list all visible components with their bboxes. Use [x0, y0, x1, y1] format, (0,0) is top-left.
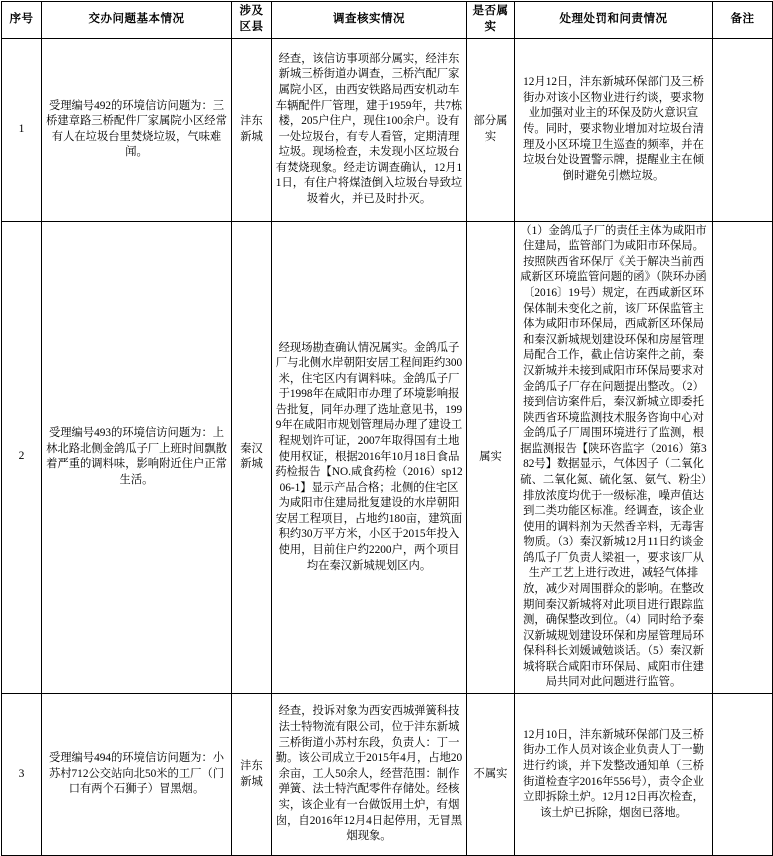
header-cell-issue-description: 交办问题基本情况 [42, 2, 232, 39]
table-header [2, 2, 773, 39]
cell-investigation: 经现场勘查确认情况属实。金鸽瓜子厂与北侧水岸朝阳安居工程间距约300米，住宅区内有调料味。金鸽瓜子厂于1998年在咸阳市办理了环境影响报告批复，同年办理了选址意见书，1999年在咸阳市规划管理局办理了建设工程规划许可证，2007年取得国有土地使用权证，根据2016年10月18日食品药检报告【NO.咸食药检（2016）sp1206-1】显示产品合格；北侧的住宅区为咸阳市住建局批复建设的水岸朝阳安居工程项目，占地约180亩，建筑面积约30万平方米，小区于2015年投入使用，目前住户约2200户，两个项目均在秦汉新城规划区内。 [272, 221, 467, 693]
cell-investigation: 经查，投诉对象为西安西城弹簧科技法士特物流有限公司，位于沣东新城三桥街道小苏村东段，负责人：丁一勤。该公司成立于2015年4月，占地20余亩，工人50余人，经营范围：制作弹簧、法士特汽配零件存储处。经核实，该企业有一台做饭用土炉，有烟囱，自2016年12月4日起停用，无冒黑烟现象。 [272, 694, 467, 856]
header-cell-remark: 备注 [713, 2, 773, 39]
document-sheet [0, 1, 773, 843]
cell-remark [713, 38, 773, 221]
cell-remark [713, 221, 773, 693]
header-cell-penalty-accountability: 处理处罚和问责情况 [515, 2, 713, 39]
table-header-row [2, 2, 773, 39]
table-row [2, 221, 773, 693]
table-row [2, 694, 773, 856]
cell-is-verified: 属实 [467, 221, 515, 693]
table-row [2, 38, 773, 221]
cell-issue-description: 受理编号492的环境信访问题为：三桥建章路三桥配件厂家属院小区经常有人在垃圾台里焚烧垃圾，气味难闻。 [42, 38, 232, 221]
table-body [2, 38, 773, 855]
cell-serial-number: 3 [2, 694, 42, 856]
cell-district: 沣东新城 [232, 694, 272, 856]
cell-penalty-accountability: 12月12日，沣东新城环保部门及三桥街办对该小区物业进行约谈，要求物业加强对业主的环保及防火意识宣传。同时，要求物业增加对垃圾台清理及小区环境卫生巡查的频率，并在垃圾台处设置警示牌，提醒业主在倾倒时避免引燃垃圾。 [515, 38, 713, 221]
cell-penalty-accountability: （1）金鸽瓜子厂的责任主体为咸阳市住建局，监管部门为咸阳市环保局。按照陕西省环保厅《关于解决当前西咸新区环境监管问题的函》（陕环办函〔2016〕19号）规定，在西咸新区环保体制未变化之前，该厂环保监管主体为咸阳市环保局，西咸新区环保局和秦汉新城规划建设环保和房屋管理局配合工作，截止信访案件之前，秦汉新城并未接到咸阳市环保局要求对金鸽瓜子厂存在问题提出整改。（2）接到信访案件后，秦汉新城立即委托陕西省环境监测技术服务咨询中心对金鸽瓜子厂周围环境进行了监测，根据监测报告【陕环咨监字（2016）第382号】数据显示，气体因子（二氧化硫、二氧化氮、硫化氢、氨气、粉尘）排放浓度均优于一级标准，噪声值达到二类功能区标准。经调查，该企业使用的调料剂为天然香辛料，无毒害物质。（3）秦汉新城12月11日约谈金鸽瓜子厂负责人梁祖一，要求该厂从生产工艺上进行改进，减轻气体排放，减少对周围群众的影响。在整改期间秦汉新城将对此项目进行跟踪监测，确保整改到位。（4）同时给予秦汉新城规划建设环保和房屋管理局环保科科长刘媛诫勉谈话。（5）秦汉新城将联合咸阳市环保局、咸阳市住建局共同对此问题进行监管。 [515, 221, 713, 693]
header-cell-investigation: 调查核实情况 [272, 2, 467, 39]
cell-district: 秦汉新城 [232, 221, 272, 693]
cell-serial-number: 2 [2, 221, 42, 693]
cell-district: 沣东新城 [232, 38, 272, 221]
header-cell-district: 涉及区县 [232, 2, 272, 39]
header-cell-is-verified: 是否属实 [467, 2, 515, 39]
cell-investigation: 经查，该信访事项部分属实，经沣东新城三桥街道办调查，三桥汽配厂家属院小区，由西安铁路局西安机动车车辆配件厂管理，建于1959年，共7栋楼，205户住户，现住100余户。设有一处垃圾台，有专人看管，定期清理垃圾。现场检查，未发现小区垃圾台有焚烧现象。经走访调查确认，12月11日，有住户将煤渣倒入垃圾台导致垃圾着火，并已及时扑灭。 [272, 38, 467, 221]
cell-issue-description: 受理编号493的环境信访问题为：上林北路北侧金鸽瓜子厂上班时间飘散着严重的调料味，影响附近住户正常生活。 [42, 221, 232, 693]
cell-remark [713, 694, 773, 856]
header-cell-serial-number: 序号 [2, 2, 42, 39]
cell-is-verified: 不属实 [467, 694, 515, 856]
environmental-complaints-table [1, 1, 773, 856]
cell-penalty-accountability: 12月10日，沣东新城环保部门及三桥街办工作人员对该企业负责人丁一勤进行约谈，并下发整改通知单（三桥街道检查字2016年556号），责令企业立即拆除土炉。12月12日再次检查，该土炉已拆除，烟囱已落地。 [515, 694, 713, 856]
cell-issue-description: 受理编号494的环境信访问题为：小苏村712公交站向北50米的工厂（门口有两个石狮子）冒黑烟。 [42, 694, 232, 856]
cell-serial-number: 1 [2, 38, 42, 221]
cell-is-verified: 部分属实 [467, 38, 515, 221]
